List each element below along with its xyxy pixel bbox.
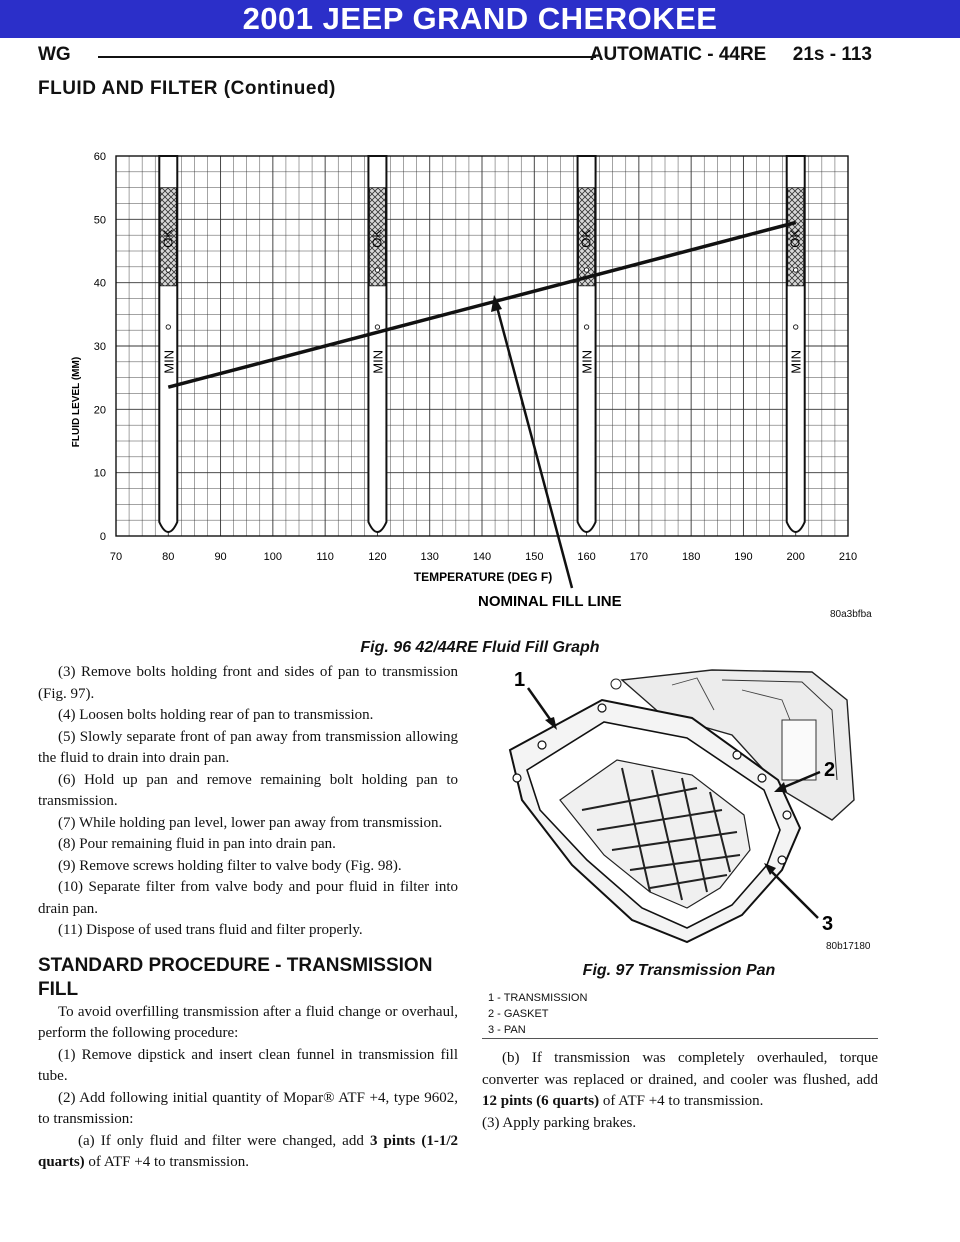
dipstick-min-label: MIN [579, 349, 595, 374]
x-tick-label: 80 [162, 551, 175, 563]
step2a-post: of ATF +4 to transmission. [84, 1154, 249, 1170]
x-tick-label: 140 [472, 551, 492, 563]
step2b-post: of ATF +4 to transmission. [599, 1093, 764, 1109]
dipstick [787, 156, 805, 532]
fluid-fill-graph [60, 140, 860, 610]
header-page-ref: AUTOMATIC - 44RE 21s - 113 [589, 44, 872, 65]
legend-item: 2 - GASKET [488, 1008, 549, 1020]
x-tick-labels [110, 551, 857, 563]
step-text: (6) Hold up pan and remove remaining bolt holding pan to transmission. [38, 771, 458, 809]
step-text: (11) Dispose of used trans fluid and filter properly. [58, 922, 363, 938]
step-text: (9) Remove screws holding filter to valve body (Fig. 98). [58, 857, 402, 874]
page-banner: 2001 JEEP GRAND CHEROKEE [0, 0, 960, 38]
y-axis-label: FLUID LEVEL (MM) [71, 356, 82, 448]
step-text: (2) Add following initial quantity of Mopar® ATF +4, type 9602, to transmission: [38, 1089, 458, 1127]
step2a-quantity: 3 pints (1-1/2 quarts) [38, 1132, 459, 1170]
figure97-legend [488, 990, 587, 1038]
figure96-caption: Fig. 96 42/44RE Fluid Fill Graph [360, 639, 600, 656]
header-section-code: WG [38, 44, 71, 65]
step-text [482, 1048, 878, 1113]
x-tick-label: 210 [838, 551, 858, 563]
dipstick-min-label: MIN [161, 349, 177, 374]
dipstick-min-label: MIN [370, 349, 386, 374]
dipstick-mark [375, 268, 379, 272]
dipstick-mark [794, 325, 798, 329]
step-text: (5) Slowly separate front of pan away from transmission allowing the fluid to drain into drain pan. [38, 728, 458, 766]
step2b-quantity: 12 pints (6 quarts) [482, 1093, 600, 1109]
y-tick-label: 40 [93, 277, 106, 290]
left-column [38, 662, 458, 1174]
dipstick-ok-label: OK [160, 228, 176, 248]
dipstick-ok-label: OK [787, 228, 803, 248]
x-tick-label: 90 [214, 551, 227, 563]
dipstick-ok-label: OK [578, 228, 594, 248]
step-text [38, 1131, 458, 1174]
x-tick-label: 160 [577, 551, 596, 563]
section-continued-heading: FLUID AND FILTER (Continued) [38, 78, 336, 99]
step-text: (8) Pour remaining fluid in pan into drain pan. [58, 836, 336, 852]
dipstick-mark [166, 268, 170, 272]
transmission-pan-illustration [482, 660, 878, 950]
callout-arrow [491, 295, 572, 588]
figure97-caption: Fig. 97 Transmission Pan [582, 962, 776, 979]
y-tick-label: 60 [93, 151, 106, 163]
svg-text:2: 2 [824, 759, 836, 781]
dipstick-mark [375, 325, 379, 329]
dipstick-mark [794, 268, 798, 272]
dipstick-mark [584, 325, 588, 329]
x-tick-label: 130 [420, 551, 439, 563]
header-rule [98, 56, 596, 58]
dipstick [578, 156, 596, 532]
callout-1 [514, 669, 557, 730]
dipstick-mark [584, 268, 588, 272]
svg-text:1: 1 [514, 669, 526, 691]
dipstick-mark [166, 325, 170, 329]
figure96-code: 80a3bfba [830, 609, 872, 620]
legend-item: 1 - TRANSMISSION [488, 992, 588, 1004]
step2b-pre: (b) If transmission was completely overhauled, torque converter was replaced or drained, and cooler was flushed, add [482, 1050, 878, 1088]
x-tick-label: 200 [786, 551, 805, 563]
step-text: (4) Loosen bolts holding rear of pan to transmission. [58, 707, 374, 723]
section-intro: To avoid overfilling transmission after a fluid change or overhaul, perform the following procedure: [38, 1003, 458, 1041]
dipstick [368, 156, 386, 532]
right-column [482, 1048, 878, 1134]
x-tick-label: 120 [368, 551, 387, 563]
y-tick-label: 50 [93, 214, 106, 227]
section-heading: STANDARD PROCEDURE - TRANSMISSION FILL [38, 954, 433, 1000]
step-text: (3) Remove bolts holding front and sides of pan to transmission (Fig. 97). [38, 664, 458, 702]
legend-rule [482, 1038, 878, 1039]
x-tick-label: 100 [263, 551, 283, 563]
x-tick-label: 70 [109, 551, 123, 563]
step2a-pre: (a) If only fluid and filter were changed, add [78, 1132, 370, 1149]
dipstick-min-label: MIN [788, 349, 804, 374]
x-tick-label: 110 [316, 551, 334, 563]
y-tick-labels [94, 151, 106, 543]
svg-text:3: 3 [822, 913, 834, 935]
dipstick [159, 156, 177, 532]
dipstick-ok-label: OK [369, 228, 385, 248]
y-tick-label: 20 [93, 404, 106, 417]
y-tick-label: 30 [93, 341, 106, 353]
step-text: (7) While holding pan level, lower pan away from transmission. [58, 814, 443, 831]
x-axis-label: TEMPERATURE (DEG F) [413, 570, 553, 584]
x-tick-label: 190 [734, 551, 753, 563]
nominal-fill-line-label: NOMINAL FILL LINE [478, 593, 622, 610]
y-tick-label: 0 [99, 531, 106, 543]
figure97-code: 80b17180 [826, 941, 871, 952]
graph-grid [116, 156, 848, 536]
step-text: (1) Remove dipstick and insert clean funnel in transmission fill tube. [38, 1046, 458, 1084]
legend-item: 3 - PAN [488, 1024, 526, 1036]
y-tick-label: 10 [93, 467, 106, 480]
callout-3 [764, 863, 833, 935]
step-text: (3) Apply parking brakes. [482, 1114, 637, 1131]
x-tick-label: 150 [525, 551, 544, 563]
step-text: (10) Separate filter from valve body and pour fluid in filter into drain pan. [38, 879, 458, 917]
x-tick-label: 180 [681, 551, 701, 563]
x-tick-label: 170 [629, 551, 649, 563]
